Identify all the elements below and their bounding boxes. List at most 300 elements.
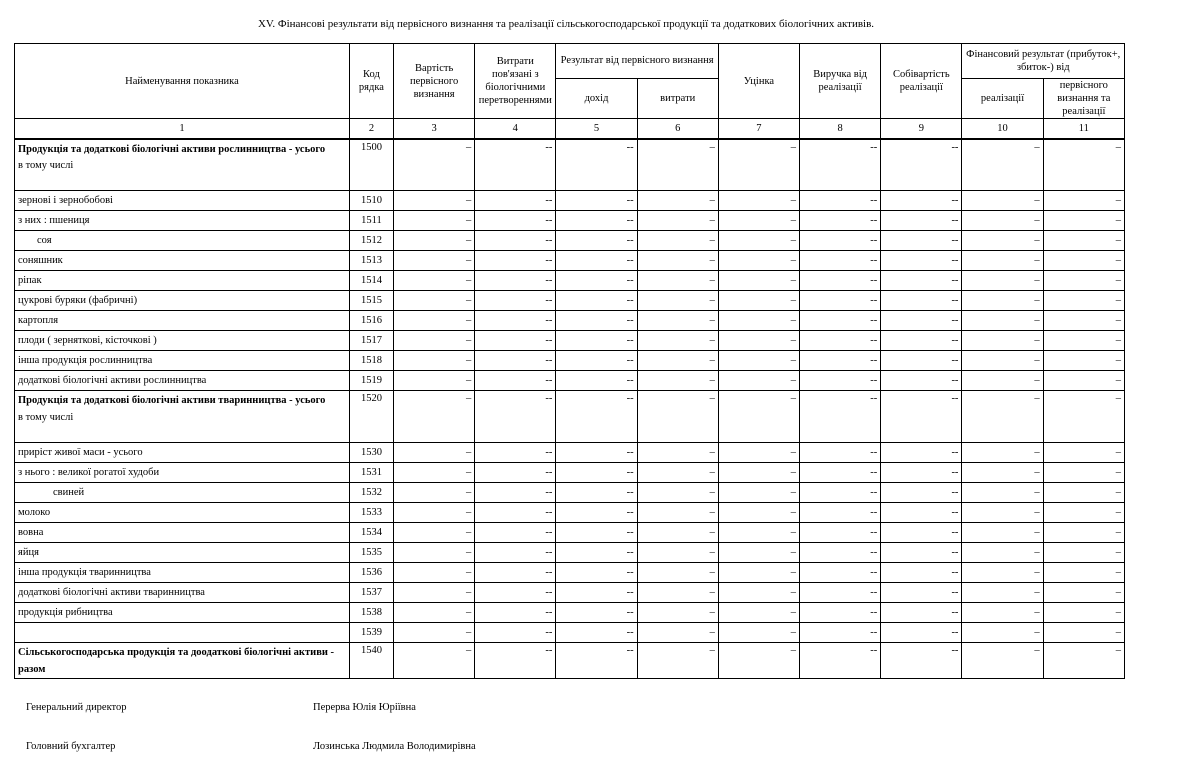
table-row xyxy=(15,543,1125,563)
row-name xyxy=(15,331,350,351)
header-revenue: Виручка від реалізації xyxy=(800,44,881,119)
row-name-text: картопля xyxy=(18,314,59,326)
row-value: – xyxy=(637,503,718,523)
row-name-text: приріст живої маси - усього xyxy=(18,446,143,458)
row-value: – xyxy=(394,311,475,331)
row-value: – xyxy=(394,443,475,463)
row-code: 1515 xyxy=(349,291,393,311)
header-bio-costs: Витрати пов'язані з біологічними перетвореннями xyxy=(475,44,556,119)
row-value: – xyxy=(394,503,475,523)
row-value: -- xyxy=(475,331,556,351)
row-value: – xyxy=(1043,291,1124,311)
row-value: -- xyxy=(881,211,962,231)
row-value: – xyxy=(1043,443,1124,463)
row-value: – xyxy=(637,191,718,211)
row-value: -- xyxy=(475,211,556,231)
row-value: -- xyxy=(556,391,637,443)
row-name xyxy=(15,563,350,583)
row-value: – xyxy=(394,483,475,503)
row-value: – xyxy=(962,139,1043,191)
row-name xyxy=(15,483,350,503)
row-value: -- xyxy=(881,271,962,291)
row-value: -- xyxy=(475,563,556,583)
row-code: 1538 xyxy=(349,603,393,623)
row-value: – xyxy=(1043,543,1124,563)
header-name: Найменування показника xyxy=(15,44,350,119)
row-code: 1539 xyxy=(349,623,393,643)
row-code: 1536 xyxy=(349,563,393,583)
director-name: Перерва Юлія Юріївна xyxy=(313,702,416,713)
row-name-text: соняшник xyxy=(18,254,63,266)
row-value: – xyxy=(394,191,475,211)
row-name xyxy=(15,351,350,371)
financial-results-table xyxy=(14,43,1125,679)
row-value: – xyxy=(718,139,799,191)
row-value: – xyxy=(394,351,475,371)
row-value: -- xyxy=(475,463,556,483)
row-value: -- xyxy=(881,503,962,523)
row-value: -- xyxy=(800,351,881,371)
row-value: -- xyxy=(800,463,881,483)
row-value: -- xyxy=(556,271,637,291)
header-income: дохід xyxy=(556,79,637,119)
row-value: -- xyxy=(475,503,556,523)
row-value: -- xyxy=(800,291,881,311)
row-code: 1511 xyxy=(349,211,393,231)
row-value: -- xyxy=(556,443,637,463)
table-row xyxy=(15,351,1125,371)
table-row xyxy=(15,211,1125,231)
table-row xyxy=(15,483,1125,503)
row-name-text: вовна xyxy=(18,526,44,538)
row-value: -- xyxy=(475,291,556,311)
row-value: – xyxy=(394,291,475,311)
row-value: -- xyxy=(881,583,962,603)
row-value: -- xyxy=(881,231,962,251)
row-code: 1531 xyxy=(349,463,393,483)
table-row xyxy=(15,271,1125,291)
row-value: – xyxy=(962,311,1043,331)
row-value: -- xyxy=(475,523,556,543)
row-value: – xyxy=(394,563,475,583)
row-value: -- xyxy=(475,603,556,623)
row-value: – xyxy=(394,211,475,231)
row-value: -- xyxy=(556,483,637,503)
row-value: -- xyxy=(881,311,962,331)
header-initial-cost: Вартість первісного визнання xyxy=(394,44,475,119)
row-value: – xyxy=(962,271,1043,291)
row-value: – xyxy=(718,543,799,563)
row-value: – xyxy=(1043,643,1124,679)
row-code: 1540 xyxy=(349,643,393,679)
row-code: 1510 xyxy=(349,191,393,211)
row-name-text: з них : пшениця xyxy=(18,214,90,226)
table-row xyxy=(15,311,1125,331)
row-value: -- xyxy=(881,331,962,351)
row-value: -- xyxy=(556,251,637,271)
row-name-text: зернові і зернобобові xyxy=(18,194,113,206)
row-code: 1535 xyxy=(349,543,393,563)
row-value: -- xyxy=(881,623,962,643)
row-value: – xyxy=(1043,391,1124,443)
row-value: – xyxy=(637,443,718,463)
row-value: -- xyxy=(881,391,962,443)
row-value: – xyxy=(962,623,1043,643)
row-value: – xyxy=(1043,191,1124,211)
row-value: -- xyxy=(556,463,637,483)
row-name-text: продукція рибництва xyxy=(18,606,113,618)
row-name-text: соя xyxy=(37,234,52,246)
row-value: -- xyxy=(556,291,637,311)
report-title: XV. Фінансові результати від первісного визнання та реалізації сільськогосподарської продукції та додаткових біологічних активів. xyxy=(257,18,875,30)
row-code: 1512 xyxy=(349,231,393,251)
row-value: – xyxy=(718,503,799,523)
row-value: – xyxy=(718,191,799,211)
row-value: – xyxy=(637,523,718,543)
row-value: – xyxy=(637,271,718,291)
row-code: 1519 xyxy=(349,371,393,391)
column-number: 7 xyxy=(718,119,799,139)
row-value: – xyxy=(637,603,718,623)
row-name xyxy=(15,503,350,523)
row-name xyxy=(15,311,350,331)
row-value: -- xyxy=(475,231,556,251)
row-value: – xyxy=(718,443,799,463)
row-value: -- xyxy=(800,603,881,623)
column-number: 3 xyxy=(394,119,475,139)
table-row xyxy=(15,503,1125,523)
row-value: -- xyxy=(475,483,556,503)
row-value: -- xyxy=(475,543,556,563)
row-value: -- xyxy=(556,139,637,191)
row-value: – xyxy=(1043,483,1124,503)
row-code: 1516 xyxy=(349,311,393,331)
table-row xyxy=(15,643,1125,679)
table-row xyxy=(15,291,1125,311)
row-value: – xyxy=(718,231,799,251)
column-number: 2 xyxy=(349,119,393,139)
row-value: – xyxy=(718,271,799,291)
row-value: -- xyxy=(800,271,881,291)
row-name xyxy=(15,139,350,191)
row-value: – xyxy=(394,251,475,271)
row-value: -- xyxy=(556,191,637,211)
row-value: -- xyxy=(556,583,637,603)
row-value: – xyxy=(637,231,718,251)
column-number: 8 xyxy=(800,119,881,139)
row-value: – xyxy=(394,463,475,483)
row-value: – xyxy=(1043,251,1124,271)
row-value: – xyxy=(718,331,799,351)
row-code: 1500 xyxy=(349,139,393,191)
table-row xyxy=(15,191,1125,211)
row-value: – xyxy=(394,643,475,679)
row-value: -- xyxy=(556,563,637,583)
row-value: -- xyxy=(881,139,962,191)
row-code: 1518 xyxy=(349,351,393,371)
row-value: – xyxy=(962,583,1043,603)
column-number: 9 xyxy=(881,119,962,139)
row-value: – xyxy=(1043,211,1124,231)
row-value: -- xyxy=(475,443,556,463)
row-value: – xyxy=(1043,231,1124,251)
table-row xyxy=(15,583,1125,603)
row-value: – xyxy=(962,351,1043,371)
row-value: – xyxy=(394,271,475,291)
row-value: – xyxy=(962,191,1043,211)
row-name xyxy=(15,583,350,603)
row-name xyxy=(15,543,350,563)
row-value: – xyxy=(1043,371,1124,391)
row-code: 1520 xyxy=(349,391,393,443)
row-value: -- xyxy=(800,623,881,643)
row-value: -- xyxy=(881,643,962,679)
row-value: – xyxy=(1043,139,1124,191)
row-name xyxy=(15,603,350,623)
row-value: -- xyxy=(881,603,962,623)
row-value: – xyxy=(637,563,718,583)
row-value: – xyxy=(394,331,475,351)
row-name-subtitle: в тому числі xyxy=(18,411,74,423)
row-code: 1537 xyxy=(349,583,393,603)
row-value: – xyxy=(718,483,799,503)
row-value: – xyxy=(962,503,1043,523)
header-initial-result: Результат від первісного визнання xyxy=(556,44,718,79)
column-number: 6 xyxy=(637,119,718,139)
row-value: – xyxy=(1043,623,1124,643)
column-number: 4 xyxy=(475,119,556,139)
row-name-text: Сільськогосподарська продукція та доодаткові біологічні активи - разом xyxy=(18,647,335,675)
row-code: 1514 xyxy=(349,271,393,291)
row-value: -- xyxy=(556,331,637,351)
row-value: – xyxy=(962,543,1043,563)
row-value: -- xyxy=(800,371,881,391)
row-value: – xyxy=(962,443,1043,463)
row-value: – xyxy=(637,543,718,563)
row-value: – xyxy=(637,291,718,311)
header-markdown: Уцінка xyxy=(718,44,799,119)
row-value: – xyxy=(394,371,475,391)
row-value: -- xyxy=(475,311,556,331)
row-value: -- xyxy=(881,463,962,483)
row-value: -- xyxy=(881,251,962,271)
row-value: – xyxy=(637,311,718,331)
table-row xyxy=(15,371,1125,391)
row-value: – xyxy=(962,391,1043,443)
row-value: -- xyxy=(800,391,881,443)
row-value: – xyxy=(718,643,799,679)
row-value: – xyxy=(718,391,799,443)
row-value: – xyxy=(1043,311,1124,331)
row-value: -- xyxy=(556,311,637,331)
accountant-title: Головний бухгалтер xyxy=(26,741,116,752)
row-value: -- xyxy=(475,583,556,603)
row-name xyxy=(15,523,350,543)
header-initial-and-sales: первісного визнання та реалізації xyxy=(1043,79,1124,119)
row-code: 1517 xyxy=(349,331,393,351)
row-name xyxy=(15,371,350,391)
row-value: – xyxy=(1043,331,1124,351)
row-value: – xyxy=(718,291,799,311)
row-name xyxy=(15,271,350,291)
row-value: -- xyxy=(475,271,556,291)
row-value: -- xyxy=(556,603,637,623)
column-number: 1 xyxy=(15,119,350,139)
row-value: -- xyxy=(800,443,881,463)
table-row xyxy=(15,443,1125,463)
column-number: 11 xyxy=(1043,119,1124,139)
row-value: – xyxy=(962,483,1043,503)
row-name xyxy=(15,391,350,443)
table-row xyxy=(15,139,1125,191)
row-value: – xyxy=(394,583,475,603)
row-value: – xyxy=(962,291,1043,311)
row-code: 1533 xyxy=(349,503,393,523)
row-name-text: додаткові біологічні активи тваринництва xyxy=(18,586,205,598)
row-value: -- xyxy=(556,523,637,543)
row-value: – xyxy=(962,523,1043,543)
row-value: – xyxy=(394,231,475,251)
row-value: -- xyxy=(475,139,556,191)
row-value: -- xyxy=(800,583,881,603)
row-value: -- xyxy=(800,643,881,679)
row-name xyxy=(15,623,350,643)
row-value: – xyxy=(394,139,475,191)
row-value: -- xyxy=(881,543,962,563)
row-value: – xyxy=(1043,271,1124,291)
row-value: – xyxy=(394,391,475,443)
header-cost-of-sales: Собівартість реалізації xyxy=(881,44,962,119)
row-name xyxy=(15,211,350,231)
row-code: 1532 xyxy=(349,483,393,503)
row-value: -- xyxy=(475,251,556,271)
row-name xyxy=(15,191,350,211)
row-value: -- xyxy=(800,523,881,543)
header-sales: реалізації xyxy=(962,79,1043,119)
row-code: 1530 xyxy=(349,443,393,463)
row-value: – xyxy=(394,603,475,623)
row-value: -- xyxy=(475,371,556,391)
row-value: -- xyxy=(475,623,556,643)
row-name xyxy=(15,463,350,483)
row-value: – xyxy=(637,483,718,503)
row-value: -- xyxy=(800,311,881,331)
row-value: – xyxy=(718,371,799,391)
row-value: -- xyxy=(556,351,637,371)
row-name-text: Продукція та додаткові біологічні активи тваринництва - усього xyxy=(18,395,326,407)
row-value: -- xyxy=(800,483,881,503)
row-value: – xyxy=(718,211,799,231)
row-value: – xyxy=(637,331,718,351)
table-row xyxy=(15,251,1125,271)
row-value: – xyxy=(637,211,718,231)
row-name-text: інша продукція тваринництва xyxy=(18,566,151,578)
row-value: -- xyxy=(800,331,881,351)
row-value: -- xyxy=(475,351,556,371)
row-value: -- xyxy=(800,211,881,231)
row-value: – xyxy=(637,251,718,271)
row-value: -- xyxy=(800,191,881,211)
row-value: -- xyxy=(881,291,962,311)
row-name-text: ріпак xyxy=(18,274,42,286)
row-value: -- xyxy=(881,523,962,543)
row-value: – xyxy=(962,603,1043,623)
row-value: – xyxy=(962,463,1043,483)
row-value: -- xyxy=(556,371,637,391)
row-value: -- xyxy=(556,543,637,563)
row-value: – xyxy=(718,351,799,371)
row-value: – xyxy=(718,311,799,331)
row-value: -- xyxy=(881,483,962,503)
table-row xyxy=(15,623,1125,643)
row-value: – xyxy=(1043,603,1124,623)
row-value: -- xyxy=(800,563,881,583)
row-name-text: молоко xyxy=(18,506,51,518)
row-value: – xyxy=(718,463,799,483)
row-name-text: з нього : великої рогатої худоби xyxy=(18,466,160,478)
row-value: -- xyxy=(556,643,637,679)
row-name xyxy=(15,443,350,463)
header-code: Код рядка xyxy=(349,44,393,119)
row-name-subtitle: в тому числі xyxy=(18,160,74,172)
row-name-text: додаткові біологічні активи рослинництва xyxy=(18,374,207,386)
row-name-text: свиней xyxy=(53,486,85,498)
row-name-text: Продукція та додаткові біологічні активи рослинництва - усього xyxy=(18,143,326,155)
row-value: -- xyxy=(881,563,962,583)
director-title: Генеральний директор xyxy=(26,702,127,713)
row-value: – xyxy=(394,523,475,543)
header-expenses: витрати xyxy=(637,79,718,119)
row-value: – xyxy=(962,643,1043,679)
row-value: -- xyxy=(800,543,881,563)
row-value: – xyxy=(1043,463,1124,483)
row-value: -- xyxy=(881,371,962,391)
row-name-text: інша продукція рослинництва xyxy=(18,354,153,366)
row-code: 1513 xyxy=(349,251,393,271)
header-fin-result: Фінансовий результат (прибуток+, збиток-) від xyxy=(962,44,1125,79)
row-value: – xyxy=(962,211,1043,231)
row-value: – xyxy=(718,603,799,623)
row-value: – xyxy=(1043,351,1124,371)
row-value: – xyxy=(718,563,799,583)
column-number: 5 xyxy=(556,119,637,139)
row-value: -- xyxy=(475,391,556,443)
row-value: – xyxy=(637,643,718,679)
row-value: -- xyxy=(556,503,637,523)
row-name-text: яйця xyxy=(18,546,39,558)
row-value: -- xyxy=(881,191,962,211)
row-value: – xyxy=(637,623,718,643)
row-value: – xyxy=(1043,583,1124,603)
table-row xyxy=(15,231,1125,251)
row-value: -- xyxy=(881,351,962,371)
row-value: – xyxy=(962,251,1043,271)
row-name xyxy=(15,643,350,679)
table-row xyxy=(15,331,1125,351)
row-value: – xyxy=(637,371,718,391)
row-code: 1534 xyxy=(349,523,393,543)
row-value: – xyxy=(637,139,718,191)
column-number: 10 xyxy=(962,119,1043,139)
row-value: – xyxy=(394,623,475,643)
row-value: – xyxy=(718,623,799,643)
row-value: – xyxy=(1043,563,1124,583)
row-value: -- xyxy=(556,211,637,231)
row-value: -- xyxy=(556,231,637,251)
row-value: – xyxy=(962,563,1043,583)
row-value: – xyxy=(1043,503,1124,523)
table-row xyxy=(15,391,1125,443)
